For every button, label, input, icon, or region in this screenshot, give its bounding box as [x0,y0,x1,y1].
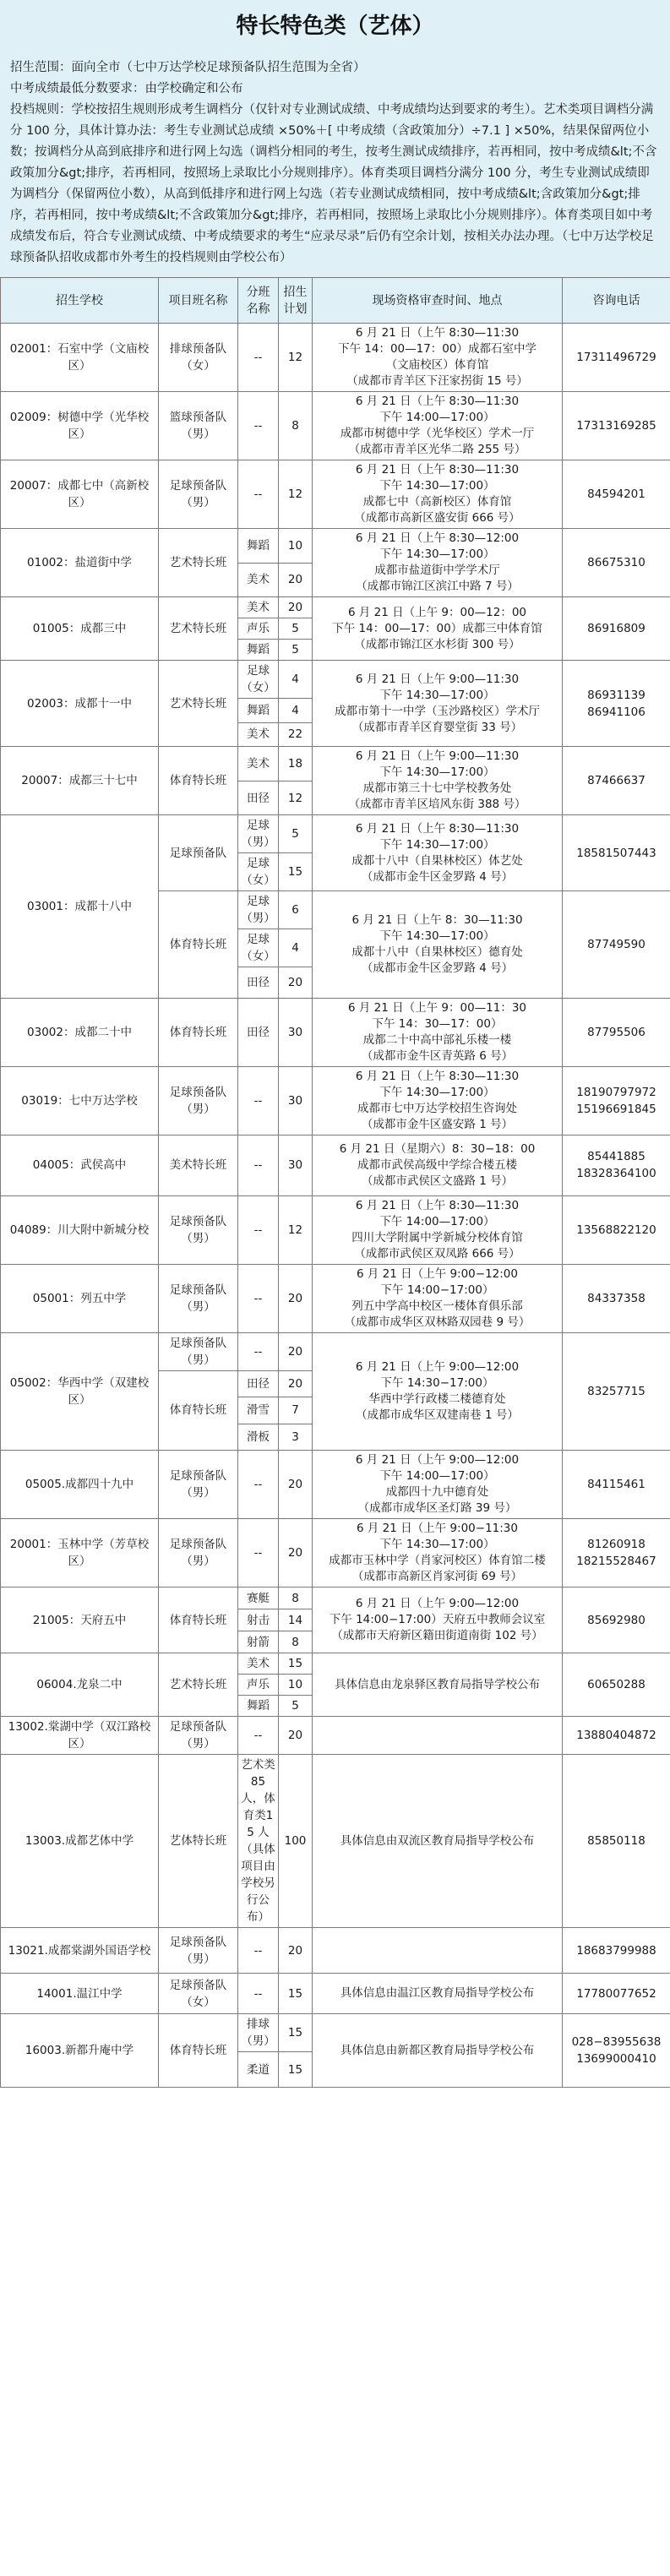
plan-count: 3 [279,1424,313,1451]
review-info [313,661,563,747]
review-info-line: 6 月 21 日（上午 8:30—11:30 [355,821,520,836]
review-info-line: 下午 14:30—17:00） [379,688,495,702]
header-review-info: 现场资格审查时间、地点 [313,278,563,324]
program-name: 足球预备队（男） [159,1519,238,1588]
table-row [1,529,670,564]
plan-count: 10 [279,529,313,564]
phone-number: 83257715 [563,1332,670,1451]
header-plan: 招生计划 [279,278,313,324]
program-name: 体育特长班 [159,2014,238,2088]
review-info-line: （文庙校区）体育馆 [385,358,489,372]
phone-number: 86675310 [563,529,670,597]
review-info-line: 具体信息由温江区教育局指导学校公布 [340,1986,535,2001]
plan-count: 10 [279,1675,313,1696]
plan-count: 5 [279,815,313,853]
school-name: 05001：列五中学 [1,1264,159,1332]
phone-number: 60650288 [563,1653,670,1717]
phone-number: 18581507443 [563,815,670,891]
review-info-line: （成都市青羊区培风东街 388 号） [348,798,526,812]
school-name: 14001.温江中学 [1,1974,159,2014]
subclass-name: 足球（男） [238,815,279,853]
school-name: 05005.成都四十九中 [1,1451,159,1519]
school-name: 02001：石室中学（文庙校区） [1,324,159,392]
review-info-line: 具体信息由双流区教育局指导学校公布 [340,1833,535,1848]
review-info-line: 成都二十中高中部礼乐楼一楼 [362,1032,512,1047]
subclass-name: -- [238,1066,279,1135]
review-info [313,998,563,1066]
review-info-line: （成都市成华区双建南巷 1 号） [356,1408,519,1422]
review-info-line: 下午 14:00−17:00）天府五中教师会议室 [329,1613,546,1627]
subclass-name: 舞蹈 [238,529,279,564]
review-info [313,1332,563,1451]
review-info-line: （成都市武侯区文盛路 1 号） [361,1174,514,1188]
intro-text [0,52,670,277]
subclass-name: -- [238,324,279,392]
review-info-line: （成都市成华区圣灯路 39 号） [357,1501,517,1516]
table-row [1,1974,670,2014]
school-name: 13021.成都棠湖外国语学校 [1,1928,159,1974]
school-name: 04089：川大附中新城分校 [1,1195,159,1264]
review-info [313,2014,563,2088]
phone-number: 86931139 86941106 [563,661,670,747]
school-name: 01005：成都三中 [1,597,159,661]
phone-number: 87795506 [563,998,670,1066]
phone-number: 85850118 [563,1755,670,1928]
enrollment-table [0,277,670,2088]
school-name: 03001：成都十八中 [1,815,159,998]
review-info-line: （成都市青羊区下汪家拐街 15 号） [346,374,528,388]
phone-number: 85441885 18328364100 [563,1135,670,1195]
review-info-line: （成都市金牛区盛安路 1 号） [361,1117,514,1131]
plan-count: 30 [279,1066,313,1135]
table-row [1,1588,670,1609]
review-info-line: 下午 14:00—17:00） [379,1469,495,1484]
plan-count: 100 [279,1755,313,1928]
table-row [1,597,670,618]
review-info-line: 四川大学附属中学新城分校体育馆 [351,1230,523,1244]
phone-number: 86916809 [563,597,670,661]
program-name: 艺术特长班 [159,529,238,597]
plan-count: 22 [279,722,313,747]
school-name: 03019：七中万达学校 [1,1066,159,1135]
table-row [1,1755,670,1928]
table-row [1,324,670,392]
review-info-line: （成都市高新区肖家河街 69 号） [351,1570,523,1584]
subclass-name: 射击 [238,1609,279,1631]
review-info-line: 成都七中（高新校区）体育馆 [362,495,512,509]
school-name: 13002.棠湖中学（双江路校区） [1,1717,159,1755]
review-info-line: （成都市青羊区育婴堂街 33 号） [351,720,523,734]
subclass-name: 舞蹈 [238,640,279,661]
plan-count: 12 [279,1195,313,1264]
review-info-line: （成都市武侯区双凤路 666 号） [354,1246,520,1261]
phone-number: 18683799988 [563,1928,670,1974]
phone-number: 17313169285 [563,392,670,460]
review-info [313,1653,563,1717]
plan-count: 20 [279,1264,313,1332]
plan-count: 20 [279,1332,313,1370]
review-info [313,392,563,460]
school-name: 01002：盐道街中学 [1,529,159,597]
school-name: 20007：成都三十七中 [1,747,159,815]
review-info-line: （成都市高新区盛安街 666 号） [354,511,520,525]
plan-count: 15 [279,2014,313,2052]
school-name: 16003.新都升庵中学 [1,2014,159,2088]
review-info [313,891,563,998]
program-name: 足球预备队（男） [159,460,238,529]
plan-count: 15 [279,1653,313,1675]
plan-count: 20 [279,1928,313,1974]
program-name: 体育特长班 [159,891,238,998]
plan-count: 14 [279,1609,313,1631]
plan-count: 15 [279,1974,313,2014]
plan-count: 18 [279,747,313,782]
review-info-line: （成都市天府新区籍田街道南街 102 号） [331,1629,543,1643]
review-info-line: 具体信息由龙泉驿区教育局指导学校公布 [335,1677,540,1691]
program-name: 足球预备队（男） [159,1066,238,1135]
plan-count: 20 [279,967,313,998]
plan-count: 4 [279,661,313,699]
review-info-line: 6 月 21 日（上午 8：30—11:30 [351,913,523,927]
review-info [313,1451,563,1519]
review-info-line: 成都市七中万达学校招生咨询处 [357,1101,517,1115]
subclass-name: 赛艇 [238,1588,279,1609]
school-name: 02003：成都十一中 [1,661,159,747]
subclass-name: 射箭 [238,1631,279,1653]
program-name: 足球预备队（男） [159,1195,238,1264]
review-info-line: 6 月 21 日（上午 9:00—12:00 [355,1359,520,1374]
program-name: 艺体特长班 [159,1755,238,1928]
subclass-name: -- [238,1974,279,2014]
table-row [1,1451,670,1519]
review-info-line: （成都市金牛区金罗路 4 号） [361,961,514,975]
program-name: 排球预备队（女） [159,324,238,392]
school-name: 13003.成都艺体中学 [1,1755,159,1928]
subclass-name: 田径 [238,998,279,1066]
plan-count: 6 [279,891,313,929]
school-name: 04005：武侯高中 [1,1135,159,1195]
subclass-name: -- [238,460,279,529]
review-info-line: 下午 14:30—17:00） [379,837,495,852]
review-info-line: 列五中学高中校区一楼体育俱乐部 [351,1299,523,1313]
plan-count: 4 [279,699,313,723]
plan-count: 5 [279,640,313,661]
review-info-line: 下午 14:30—17:00） [379,765,495,780]
subclass-name: 舞蹈 [238,699,279,723]
subclass-name: 美术 [238,747,279,782]
review-info-line: 6 月 21 日（上午 8:30—11:30 [355,1069,520,1083]
review-info-line: 下午 14:30—17:00） [379,479,495,493]
phone-number: 84337358 [563,1264,670,1332]
table-row [1,815,670,853]
table-row [1,392,670,460]
subclass-name: 足球（女） [238,661,279,699]
program-name: 足球预备队（男） [159,1264,238,1332]
intro-paragraph: 招生范围：面向全市（七中万达学校足球预备队招生范围为全省） [10,61,366,74]
table-row [1,1332,670,1370]
phone-number: 17780077652 [563,1974,670,2014]
review-info [313,1066,563,1135]
school-name: 02009：树德中学（光华校区） [1,392,159,460]
phone-number: 13880404872 [563,1717,670,1755]
header-program: 项目班名称 [159,278,238,324]
plan-count: 12 [279,324,313,392]
subclass-name: -- [238,1928,279,1974]
table-row [1,1519,670,1588]
table-header-row [1,278,670,324]
review-info-line: （成都市金牛区青英路 6 号） [361,1048,514,1063]
review-info-line: 6 月 21 日（上午 9：00—11：30 [347,1000,527,1015]
program-name: 美术特长班 [159,1135,238,1195]
program-name: 体育特长班 [159,1370,238,1451]
plan-count: 30 [279,1135,313,1195]
review-info [313,815,563,891]
table-row [1,1717,670,1755]
plan-count: 7 [279,1397,313,1424]
review-info [313,1928,563,1974]
review-info [313,597,563,661]
header-block [0,0,670,277]
phone-number: 81260918 18215528467 [563,1519,670,1588]
program-name: 艺术特长班 [159,597,238,661]
phone-number: 028−83955638 13699000410 [563,2014,670,2088]
table-body [1,324,670,2088]
subclass-name: 美术 [238,597,279,618]
subclass-name: 足球（女） [238,929,279,967]
phone-number: 85692980 [563,1588,670,1653]
subclass-name: 美术 [238,722,279,747]
review-info-line: 6 月 21 日（上午 9:00—12:00 [355,1597,520,1611]
subclass-name: -- [238,1195,279,1264]
review-info-line: 6 月 21 日（上午 9:00—12:00 [355,1453,520,1468]
review-info-line: 成都市盐道街中学学术厅 [374,564,500,577]
plan-count: 5 [279,618,313,640]
review-info-line: 下午 14：00—17：00）成都石室中学 [337,342,537,356]
review-info-line: 下午 14:30—17:00） [379,1538,495,1552]
table-row [1,747,670,782]
review-info-line: 具体信息由新都区教育局指导学校公布 [340,2043,535,2057]
review-info [313,1195,563,1264]
plan-count: 20 [279,563,313,597]
review-info-line: 下午 14：30—17：00） [372,1016,503,1031]
review-info-line: （成都市青羊区光华二路 255 号） [348,443,526,456]
table-row [1,998,670,1066]
review-info-line: 华西中学行政楼二楼德育处 [368,1391,506,1406]
subclass-name: 田径 [238,967,279,998]
review-info-line: 成都市玉林中学（肖家河校区）体育馆二楼 [329,1554,546,1568]
review-info-line: 6 月 21 日（上午 9：00—12：00 [347,605,527,619]
phone-number: 17311496729 [563,324,670,392]
plan-count: 8 [279,1588,313,1609]
review-info-line: 成都四十九中德育处 [385,1485,489,1500]
table-row [1,1928,670,1974]
enrollment-table-wrap [0,277,670,2088]
subclass-name: 舞蹈 [238,1696,279,1717]
plan-count: 20 [279,1717,313,1755]
header-subclass: 分班名称 [238,278,279,324]
program-name: 艺术特长班 [159,661,238,747]
phone-number: 84115461 [563,1451,670,1519]
plan-count: 20 [279,1451,313,1519]
phone-number: 87466637 [563,747,670,815]
subclass-name: -- [238,392,279,460]
review-info [313,529,563,597]
plan-count: 20 [279,597,313,618]
review-info-line: 6 月 21 日（上午 8:30—11:30 [355,395,520,408]
subclass-name: 美术 [238,563,279,597]
program-name: 体育特长班 [159,998,238,1066]
school-name: 05002：华西中学（双建校区） [1,1332,159,1451]
review-info [313,1588,563,1653]
subclass-name: 声乐 [238,1675,279,1696]
review-info-line: 成都市第三十七中学校教务处 [362,782,512,796]
program-name: 艺术特长班 [159,1653,238,1717]
plan-count: 15 [279,853,313,891]
review-info-line: 6 月 21 日（上午 9:00−11:30 [357,1522,518,1536]
program-name: 足球预备队（男） [159,1332,238,1370]
review-info-line: 成都市树德中学（光华校区）学术一厅 [340,427,535,440]
review-info-line: 下午 14:30—17:00） [379,1085,495,1099]
subclass-name: -- [238,1332,279,1370]
plan-count: 20 [279,1519,313,1588]
school-name: 20007：成都七中（高新校区） [1,460,159,529]
review-info [313,1974,563,2014]
subclass-name: 声乐 [238,618,279,640]
school-name: 20001：玉林中学（芳草校区） [1,1519,159,1588]
review-info-line: （成都市金牛区金罗路 4 号） [361,869,514,884]
plan-count: 8 [279,1631,313,1653]
subclass-name: 滑雪 [238,1397,279,1424]
review-info [313,324,563,392]
review-info [313,1755,563,1928]
subclass-name: -- [238,1451,279,1519]
review-info-line: 下午 14:00—17:00） [379,411,495,424]
review-info [313,1717,563,1755]
review-info-line: 6 月 21 日（上午 8:30—11:30 [355,463,520,477]
program-name: 足球预备队（男） [159,1451,238,1519]
table-row [1,661,670,699]
school-name: 03002：成都二十中 [1,998,159,1066]
program-name: 篮球预备队（男） [159,392,238,460]
subclass-name: 田径 [238,1370,279,1397]
table-row [1,460,670,529]
review-info-line: 成都市第十一中学（玉沙路校区）学术厅 [335,704,540,718]
page-title: 特长特色类（艺体） [236,14,434,39]
review-info-line: （成都市锦江区水杉街 300 号） [354,637,520,651]
plan-count: 5 [279,1696,313,1717]
table-row [1,1264,670,1332]
table-row [1,1195,670,1264]
program-name: 足球预备队 [159,815,238,891]
table-row [1,1135,670,1195]
review-info-line: 下午 14:00−17:00） [380,1283,494,1297]
subclass-name: 滑板 [238,1424,279,1451]
subclass-name: -- [238,1135,279,1195]
program-name: 体育特长班 [159,1588,238,1653]
review-info-line: 下午 14:30−17:00） [380,1375,494,1390]
review-info [313,747,563,815]
review-info-line: 下午 14:00—17:00） [379,1214,495,1228]
intro-paragraph: 投档规则：学校按招生规则形成考生调档分（仅针对专业测试成绩、中考成绩均达到要求的考生）。艺术类项目调档分满分 100 分，具体计算办法：考生专业测试总成绩 ×50%＋[ 中考成绩（含政策加分）÷7.1 ] ×50%，结果保留两位小数；按调档分从高到底排序和进行网上勾选（调档分相同的考生，按考生测试成绩排序，若再相同，按中考成绩&lt;不含政策加分&gt;排序，若再相同，按照场上录取比小分规则排序）。体育类项目调档分满分 100 分，考生专业测试成绩即为调档分（保留两位小数），从高到低排序和进行网上勾选（若专业测试成绩相同，按中考成绩&lt;含政策加分&gt;排序，若再相同，按中考成绩&lt;不含政策加分&gt;排序，若再相同，按照场上录取比小分规则排序）。体育类项目如中考成绩发布后，符合专业测试成绩、中考成绩要求的考生“应录尽录”后仍有空余计划，按相关办法办理。（七中万达学校足球预备队招收成都市外考生的投档规则由学校公布） [10,103,657,264]
review-info-line: 成都十八中（自果林校区）体艺处 [351,853,523,868]
phone-number: 84594201 [563,460,670,529]
intro-paragraph: 中考成绩最低分数要求：由学校确定和公布 [10,82,243,95]
program-name: 足球预备队（女） [159,1974,238,2014]
subclass-name: 排球（男） [238,2014,279,2052]
plan-count: 8 [279,392,313,460]
plan-count: 15 [279,2052,313,2088]
subclass-name: 艺术类85 人，体育类15 人（具体项目由学校另行公布） [238,1755,279,1928]
review-info-line: 6 月 21 日（上午 9:00−12:00 [357,1266,518,1281]
school-name: 21005：天府五中 [1,1588,159,1653]
program-name: 足球预备队（男） [159,1928,238,1974]
review-info-line: 6 月 21 日（上午 9:00—11:30 [355,672,520,686]
plan-count: 4 [279,929,313,967]
subclass-name: 足球（女） [238,853,279,891]
review-info-line: 6 月 21 日（上午 8:30—11:30 [355,326,520,340]
plan-count: 12 [279,460,313,529]
table-row [1,2014,670,2052]
plan-count: 12 [279,781,313,815]
program-name: 足球预备队（男） [159,1717,238,1755]
phone-number: 87749590 [563,891,670,998]
review-info-line: 下午 14：00—17：00）成都三中体育馆 [332,621,542,635]
review-info-line: 成都市武侯高级中学综合楼五楼 [357,1157,517,1172]
review-info-line: 6 月 21 日（上午 9:00—11:30 [355,749,520,764]
review-info [313,1264,563,1332]
phone-number: 18190797972 15196691845 [563,1066,670,1135]
review-info-line: 成都十八中（自果林校区）德育处 [351,945,523,959]
review-info-line: 6 月 21 日（上午 8:30—12:00 [355,531,520,545]
review-info [313,460,563,529]
review-info-line: 6 月 21 日（星期六）8：30−18：00 [339,1141,536,1156]
subclass-name: 美术 [238,1653,279,1675]
program-name: 体育特长班 [159,747,238,815]
review-info [313,1135,563,1195]
table-row [1,1653,670,1675]
subclass-name: -- [238,1519,279,1588]
review-info [313,1519,563,1588]
header-phone: 咨询电话 [563,278,670,324]
review-info-line: （成都市成华区双林路双园巷 9 号） [344,1315,531,1329]
plan-count: 20 [279,1370,313,1397]
review-info-line: 6 月 21 日（上午 8:30—11:30 [355,1198,520,1212]
header-school: 招生学校 [1,278,159,324]
review-info-line: 下午 14:30—17:00） [379,547,495,561]
school-name: 06004.龙泉二中 [1,1653,159,1717]
table-row [1,1066,670,1135]
review-info-line: 下午 14:30—17:00） [379,929,495,943]
phone-number: 13568822120 [563,1195,670,1264]
subclass-name: 足球（男） [238,891,279,929]
subclass-name: 田径 [238,781,279,815]
subclass-name: -- [238,1717,279,1755]
plan-count: 30 [279,998,313,1066]
subclass-name: 柔道 [238,2052,279,2088]
subclass-name: -- [238,1264,279,1332]
review-info-line: （成都市锦江区滨江中路 7 号） [356,580,519,593]
